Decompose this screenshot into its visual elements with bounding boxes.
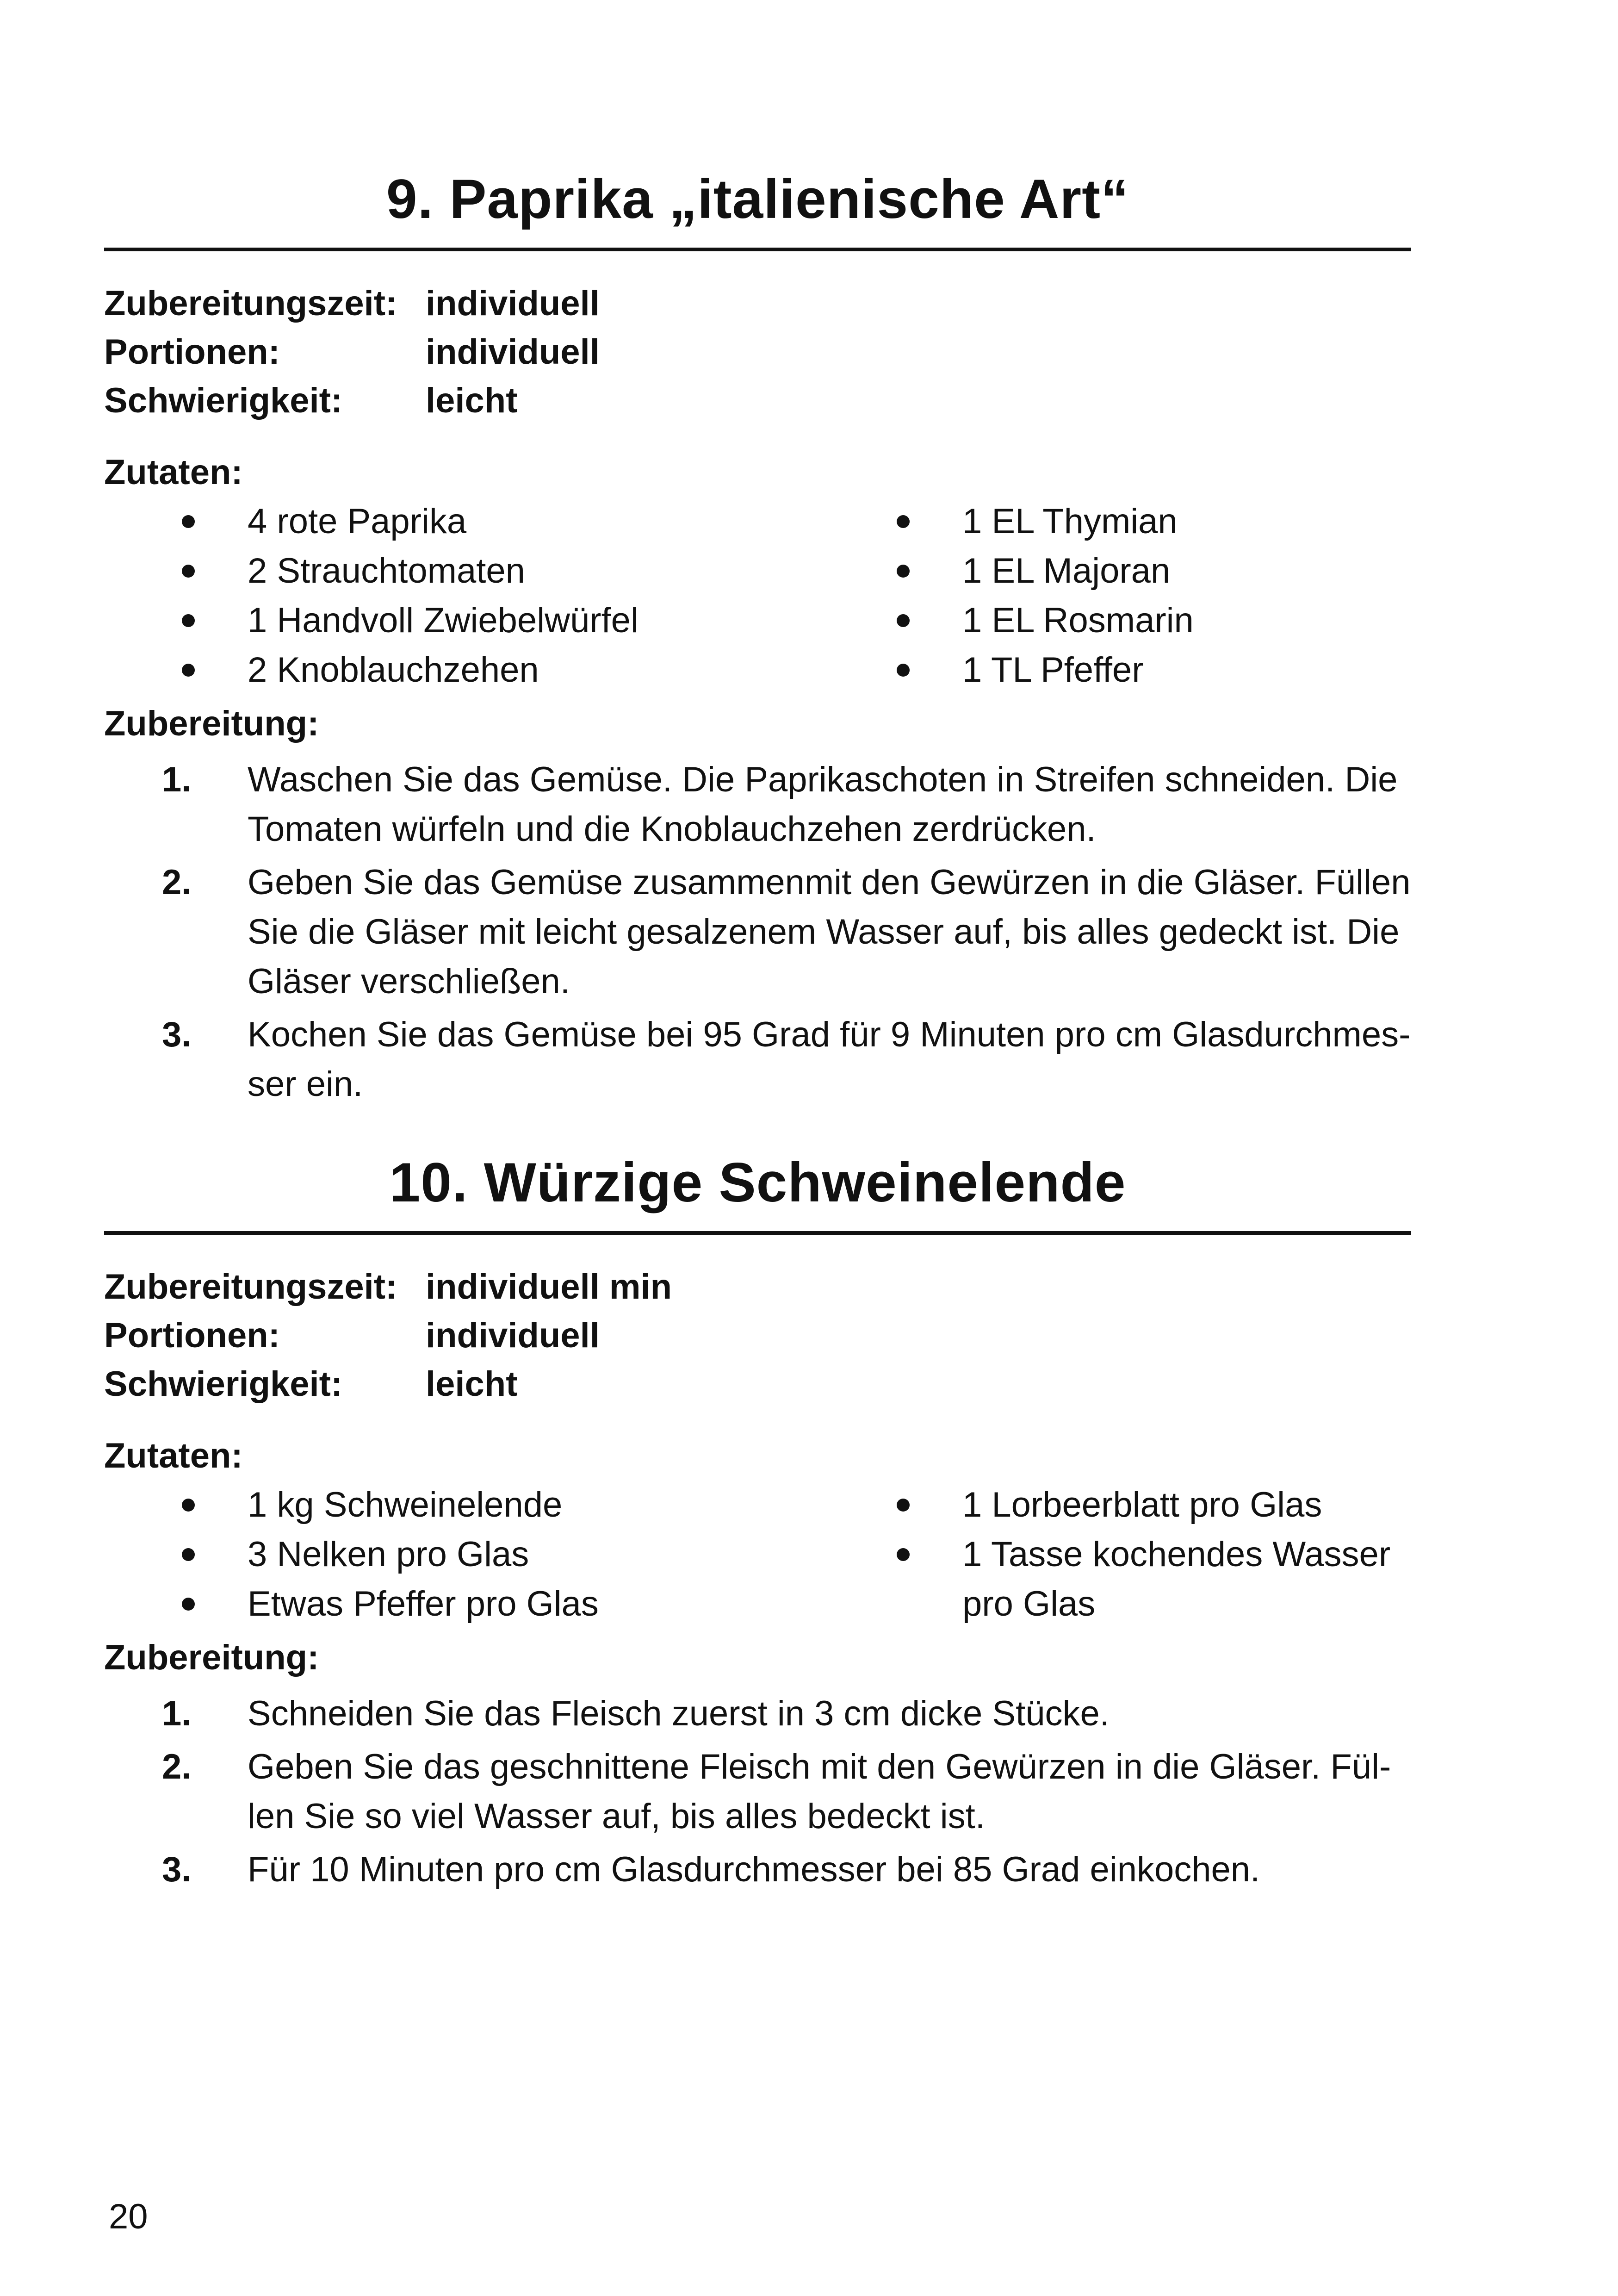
meta-key: Zubereitungszeit: [104,1267,397,1307]
ingredients-list [104,497,1411,695]
meta-value: leicht [426,1364,518,1404]
step-number: 1. [162,760,192,799]
meta-value: individuell [426,332,600,372]
recipe-title: 10. Würzige Schweinelende [389,1151,1126,1213]
recipe-section [104,164,1411,1113]
meta-row-portions [104,328,1411,376]
title-rule [104,248,1411,251]
recipe-meta [104,1263,1411,1408]
step-text: Waschen Sie das Gemüse. Die Paprikaschoten in Streifen schneiden. Die Tomaten würfeln und die Knoblauchzehen zerdrücken. [248,760,1398,849]
step-text: Geben Sie das Gemüse zusammenmit den Gewürzen in die Gläser. Füllen Sie die Gläser mit leicht gesalzenem Wasser auf, bis alles gedeckt ist. Die Gläser verschließen. [248,863,1411,1001]
ingredients-column-right [819,1480,1411,1629]
meta-row-difficulty [104,376,1411,425]
step-text: Schneiden Sie das Fleisch zuerst in 3 cm dicke Stücke. [248,1694,1110,1733]
ingredient-item: 2 Knoblauchzehen [104,645,819,695]
meta-key: Schwierigkeit: [104,1364,343,1404]
meta-key: Portionen: [104,332,280,372]
meta-value: leicht [426,381,518,420]
meta-row-time [104,279,1411,328]
step-item [104,858,1411,1006]
steps-label: Zubereitung: [104,1638,319,1677]
ingredients-column-left [104,1480,819,1629]
step-item [104,1010,1411,1109]
meta-key: Schwierigkeit: [104,381,343,420]
recipe-section [104,1148,1411,1898]
ingredients-column-right [819,497,1411,695]
meta-value: individuell [426,1316,600,1355]
meta-value: individuell min [426,1267,672,1307]
ingredients-column-left [104,497,819,695]
ingredient-item: 1 EL Majoran [819,546,1411,596]
steps-list [104,755,1411,1109]
ingredient-item: 1 EL Thymian [819,497,1411,546]
step-text: Geben Sie das geschnittene Fleisch mit den Gewürzen in die Gläser. Fül-len Sie so viel Wasser auf, bis alles bedeckt ist. [248,1747,1391,1836]
step-number: 2. [162,1747,192,1786]
step-number: 3. [162,1015,192,1054]
step-item [104,1689,1411,1738]
ingredient-item: 2 Strauchtomaten [104,546,819,596]
title-rule [104,1231,1411,1235]
ingredient-item: 3 Nelken pro Glas [104,1530,819,1579]
ingredient-item: 1 EL Rosmarin [819,596,1411,645]
step-number: 1. [162,1694,192,1733]
page-number: 20 [109,2197,148,2236]
meta-key: Zubereitungszeit: [104,284,397,323]
step-item [104,1742,1411,1841]
ingredient-item: 1 Lorbeerblatt pro Glas [819,1480,1411,1530]
ingredients-label: Zutaten: [104,1436,243,1475]
ingredient-item: 1 Handvoll Zwiebelwürfel [104,596,819,645]
step-text: Für 10 Minuten pro cm Glasdurchmesser bei 85 Grad einkochen. [248,1850,1260,1889]
step-item [104,755,1411,854]
steps-list [104,1689,1411,1894]
step-number: 3. [162,1850,192,1889]
recipe-meta [104,279,1411,425]
step-item [104,1845,1411,1894]
step-number: 2. [162,863,192,902]
ingredient-item: 1 kg Schweinelende [104,1480,819,1530]
ingredients-list [104,1480,1411,1629]
meta-row-time [104,1263,1411,1311]
ingredient-item: Etwas Pfeffer pro Glas [104,1579,819,1629]
ingredient-item: 1 Tasse kochendes Wasser pro Glas [819,1530,1411,1629]
ingredient-item: 1 TL Pfeffer [819,645,1411,695]
meta-value: individuell [426,284,600,323]
meta-key: Portionen: [104,1316,280,1355]
steps-label: Zubereitung: [104,704,319,743]
meta-row-difficulty [104,1360,1411,1408]
ingredient-item: 4 rote Paprika [104,497,819,546]
ingredients-label: Zutaten: [104,453,243,492]
meta-row-portions [104,1311,1411,1360]
recipe-title: 9. Paprika „italienische Art“ [386,168,1129,230]
step-text: Kochen Sie das Gemüse bei 95 Grad für 9 Minuten pro cm Glasdurchmes-ser ein. [248,1015,1411,1104]
